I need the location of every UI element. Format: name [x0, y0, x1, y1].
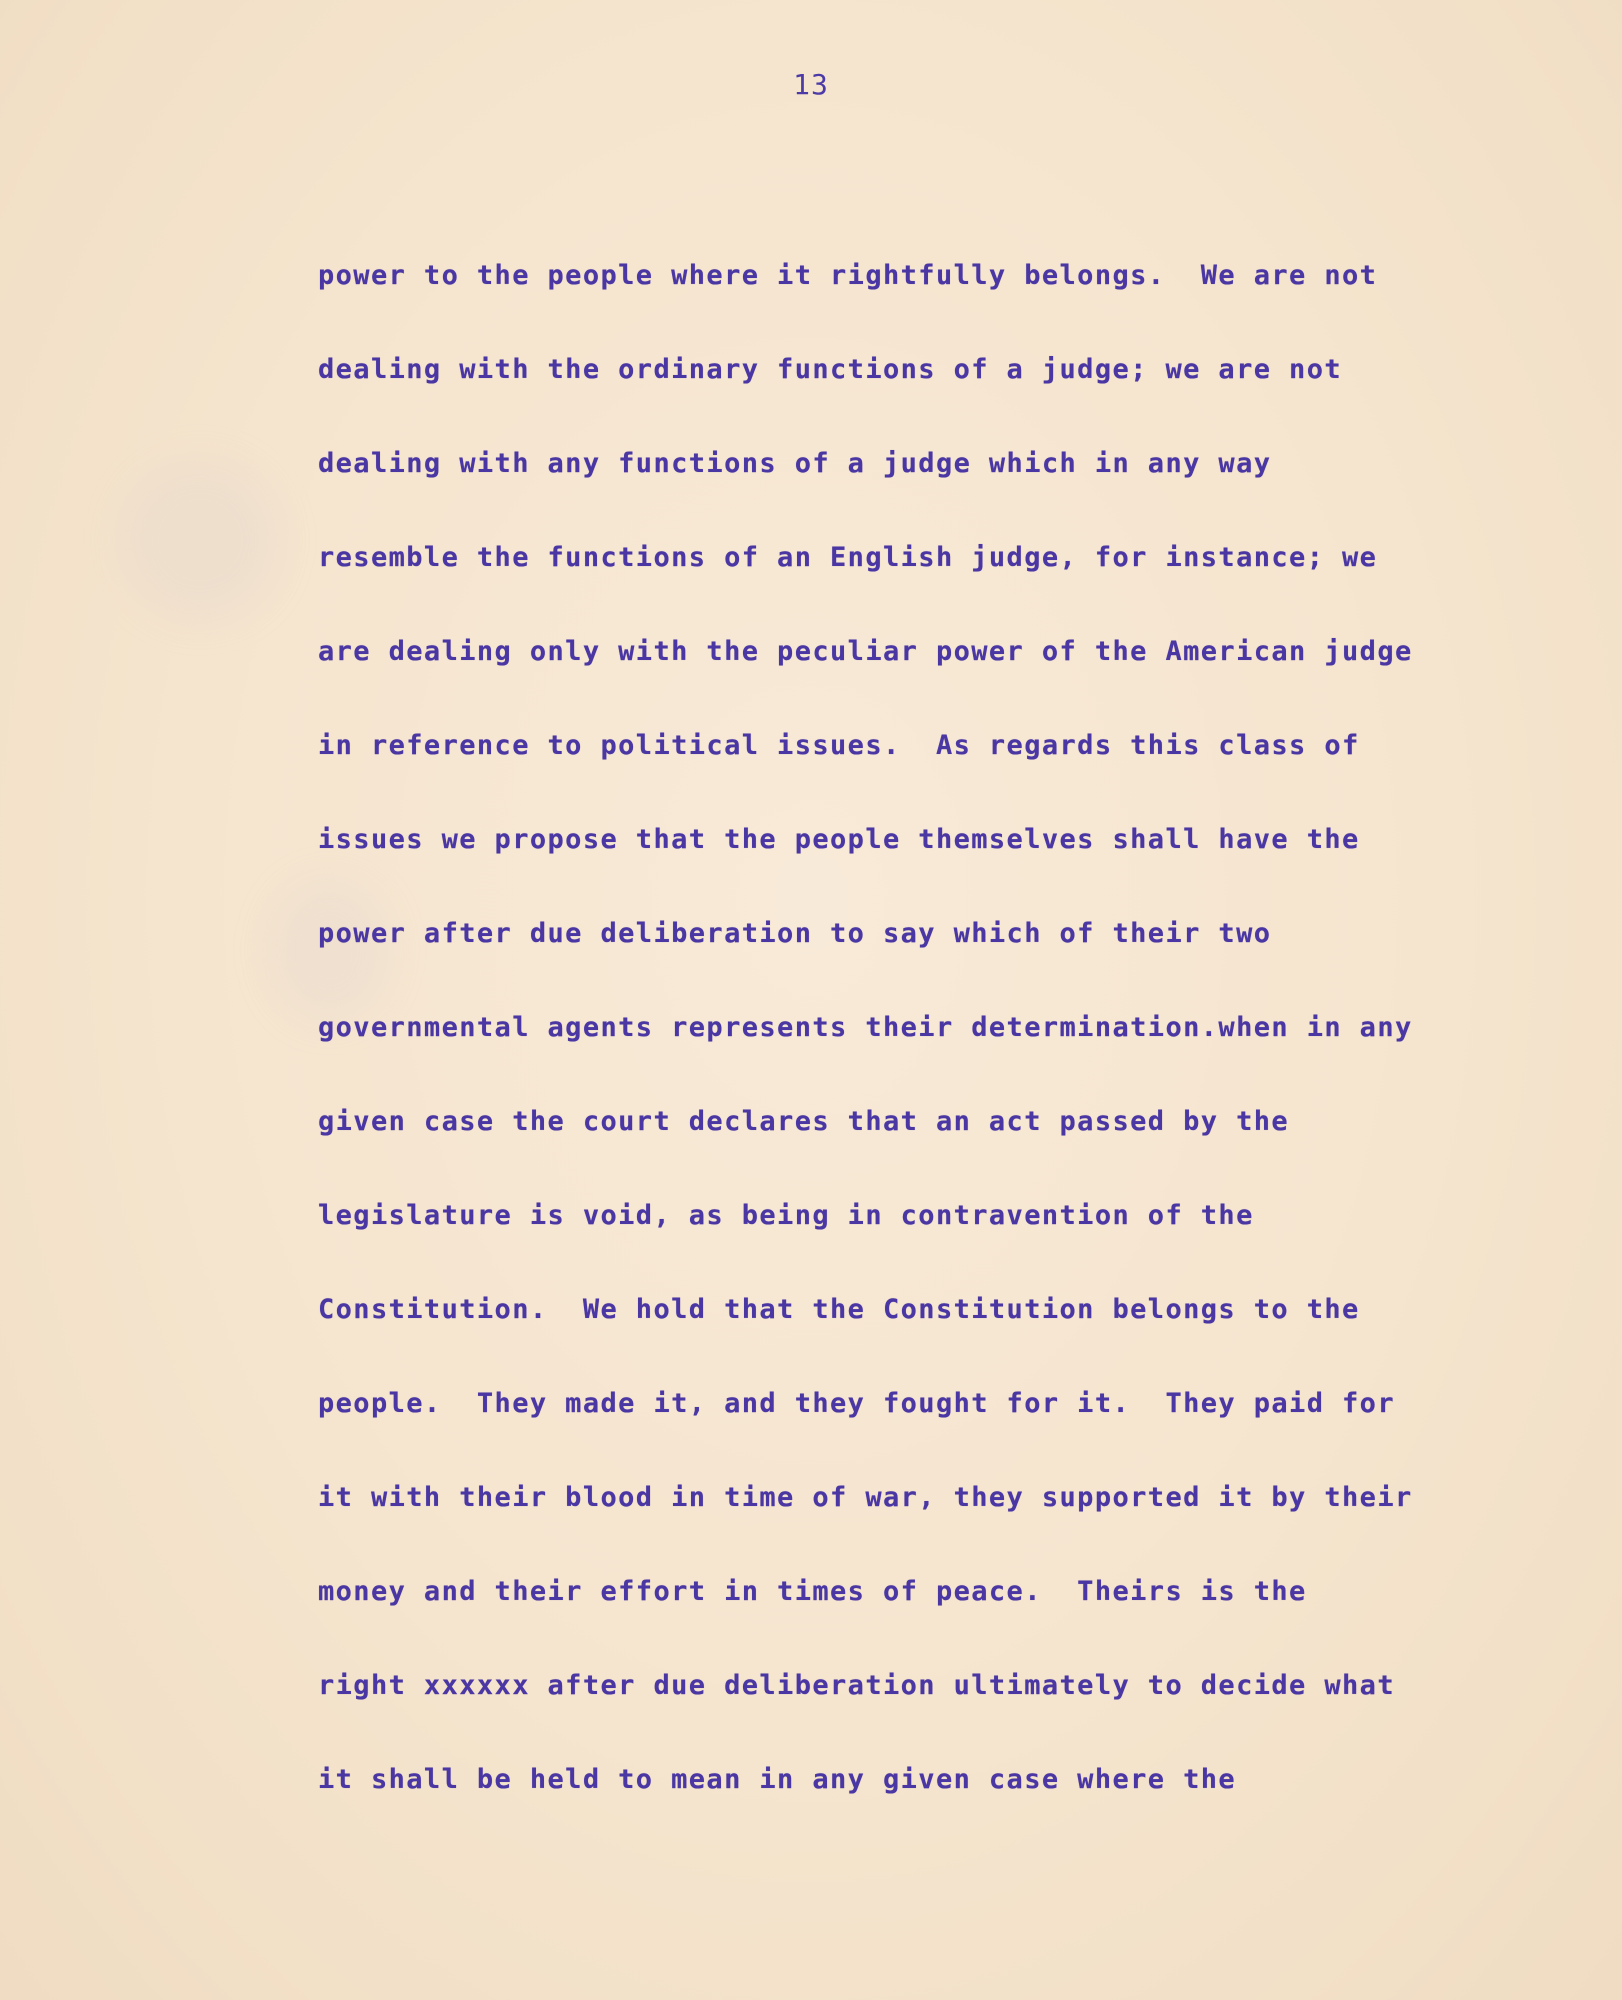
text-line: power to the people where it rightfully belongs. We are not — [318, 260, 1378, 291]
text-line: governmental agents represents their determination.when in any — [318, 1012, 1413, 1043]
text-line: issues we propose that the people themselves shall have the — [318, 824, 1360, 855]
paper-stain — [120, 460, 280, 620]
text-line: money and their effort in times of peace. Theirs is the — [318, 1576, 1307, 1607]
text-line: legislature is void, as being in contravention of the — [318, 1200, 1254, 1231]
text-line: it shall be held to mean in any given case where the — [318, 1764, 1237, 1795]
text-line: given case the court declares that an act passed by the — [318, 1106, 1290, 1137]
text-line: power after due deliberation to say which of their two — [318, 918, 1272, 949]
body-text — [318, 246, 1548, 1844]
text-line: dealing with the ordinary functions of a judge; we are not — [318, 354, 1343, 385]
text-line: dealing with any functions of a judge which in any way — [318, 448, 1272, 479]
text-line: it with their blood in time of war, they supported it by their — [318, 1482, 1413, 1513]
text-line: people. They made it, and they fought for it. They paid for — [318, 1388, 1395, 1419]
page-number: 13 — [793, 68, 829, 101]
text-line: resemble the functions of an English judge, for instance; we — [318, 542, 1378, 573]
text-line: right xxxxxx after due deliberation ultimately to decide what — [318, 1670, 1395, 1701]
text-line: Constitution. We hold that the Constitution belongs to the — [318, 1294, 1360, 1325]
text-line: in reference to political issues. As regards this class of — [318, 730, 1360, 761]
text-line: are dealing only with the peculiar power of the American judge — [318, 636, 1413, 667]
